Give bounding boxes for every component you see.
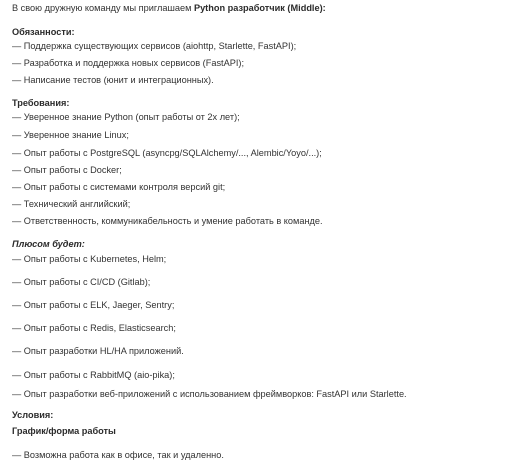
intro-text: В свою дружную команду мы приглашаем (12, 3, 194, 13)
duty-item: — Написание тестов (юнит и интеграционных). (12, 75, 214, 85)
requirement-item: — Опыт работы с системами контроля версий git; (12, 182, 226, 192)
requirement-item: — Технический английский; (12, 199, 131, 209)
requirement-item: — Ответственность, коммуникабельность и умение работать в команде. (12, 216, 323, 226)
duties-heading: Обязанности: (12, 27, 75, 37)
plus-item: — Опыт работы с Kubernetes, Helm; (12, 254, 167, 264)
plus-item: — Опыт работы с Redis, Elasticsearch; (12, 323, 176, 333)
requirements-heading: Требования: (12, 98, 70, 108)
requirement-item: — Опыт работы с Docker; (12, 165, 122, 175)
intro-line (12, 2, 326, 14)
plus-item: — Опыт работы с ELK, Jaeger, Sentry; (12, 300, 175, 310)
conditions-heading: Условия: (12, 410, 54, 420)
plus-item: — Опыт разработки HL/HA приложений. (12, 346, 184, 356)
duty-item: — Поддержка существующих сервисов (aiohttp, Starlette, FastAPI); (12, 41, 297, 51)
schedule-heading: График/форма работы (12, 426, 116, 436)
requirement-item: — Уверенное знание Linux; (12, 130, 129, 140)
job-description (12, 0, 506, 472)
duty-item: — Разработка и поддержка новых сервисов (FastAPI); (12, 58, 245, 68)
position-title: Python разработчик (Middle): (193, 3, 326, 13)
plus-item: — Опыт работы с RabbitMQ (aio-pika); (12, 370, 175, 380)
plus-item: — Опыт работы с CI/CD (Gitlab); (12, 277, 151, 287)
requirement-item: — Уверенное знание Python (опыт работы от 2х лет); (12, 112, 240, 122)
plus-heading: Плюсом будет: (12, 239, 85, 249)
condition-item: — Возможна работа как в офисе, так и удаленно. (12, 450, 224, 460)
plus-item: — Опыт разработки веб-приложений с использованием фреймворков: FastAPI или Starlette. (12, 389, 407, 399)
requirement-item: — Опыт работы с PostgreSQL (asyncpg/SQLAlchemy/..., Alembic/Yoyo/...); (12, 148, 322, 158)
